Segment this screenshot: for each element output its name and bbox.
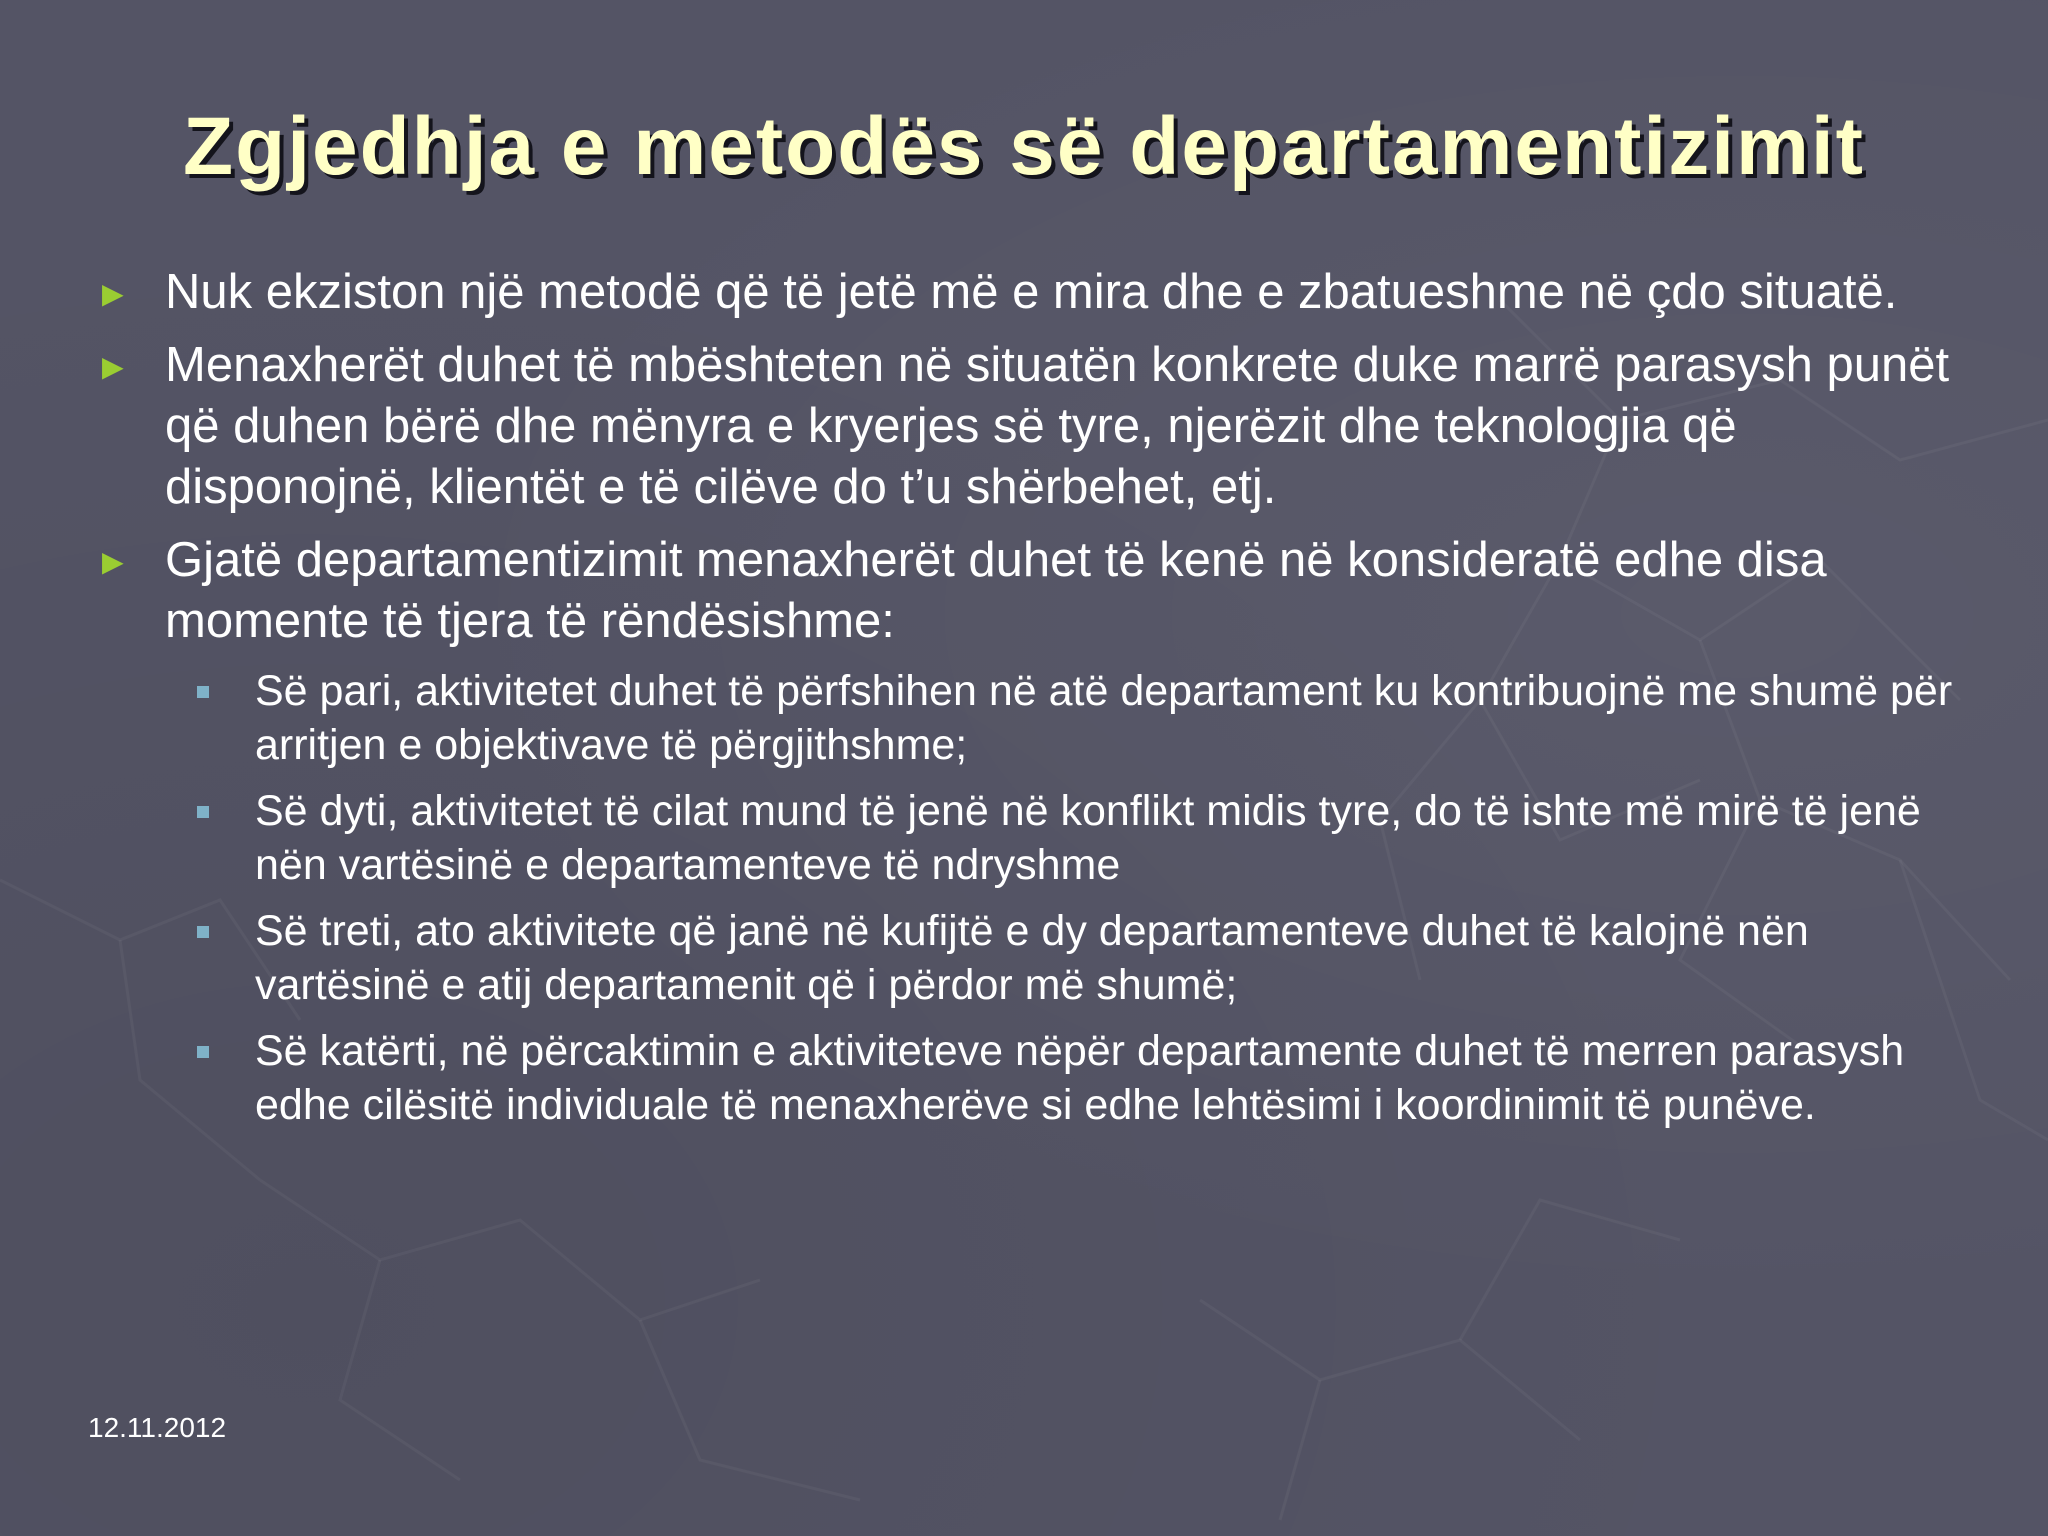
triangle-right-icon: ►	[95, 346, 131, 387]
sub-bullet-item	[95, 664, 1995, 772]
footer-date: 12.11.2012	[88, 1412, 227, 1443]
square-icon	[197, 1046, 209, 1058]
sub-bullet-item	[95, 784, 1995, 892]
bullet-text: Menaxherët duhet të mbështeten në situatën konkrete duke marrë parasysh punët që duhen bërë dhe mënyra e kryerjes së tyre, njerëzit dhe teknologjia që disponojnë, klientët e të cilëve do t’u shërbehet, etj.	[165, 338, 1950, 514]
sub-bullet-item	[95, 1024, 1995, 1132]
sub-bullet-text: Së treti, ato aktivitete që janë në kufijtë e dy departamenteve duhet të kalojnë nën vartësinë e atij departamenit që i përdor më shumë;	[255, 907, 1809, 1009]
slide-title: Zgjedhja e metodës së departamentizimit	[183, 101, 1865, 192]
triangle-right-icon: ►	[95, 273, 131, 314]
triangle-right-icon: ►	[95, 541, 131, 582]
sub-bullet-text: Së pari, aktivitetet duhet të përfshihen në atë departament ku kontribuojnë me shumë për arritjen e objektivave të përgjithshme;	[255, 667, 1953, 769]
bullet-list	[95, 262, 1995, 1144]
square-icon	[197, 806, 209, 818]
sub-bullet-text: Së katërti, në përcaktimin e aktiviteteve nëpër departamente duhet të merren parasysh edhe cilësitë individuale të menaxherëve si edhe lehtësimi i koordinimit të punëve.	[255, 1027, 1905, 1129]
bullet-text: Gjatë departamentizimit menaxherët duhet të kenë në konsideratë edhe disa momente të tjera të rëndësishme:	[165, 533, 1827, 648]
sub-bullet-text: Së dyti, aktivitetet të cilat mund të jenë në konflikt midis tyre, do të ishte më mirë të jenë nën vartësinë e departamenteve të ndryshme	[255, 787, 1921, 889]
bullet-item	[95, 335, 1995, 518]
square-icon	[197, 926, 209, 938]
bullet-item	[95, 530, 1995, 652]
sub-bullet-list	[95, 664, 1995, 1132]
bullet-text: Nuk ekziston një metodë që të jetë më e mira dhe e zbatueshme në çdo situatë.	[165, 265, 1898, 319]
bullet-item	[95, 262, 1995, 323]
square-icon	[197, 686, 209, 698]
sub-bullet-item	[95, 904, 1995, 1012]
